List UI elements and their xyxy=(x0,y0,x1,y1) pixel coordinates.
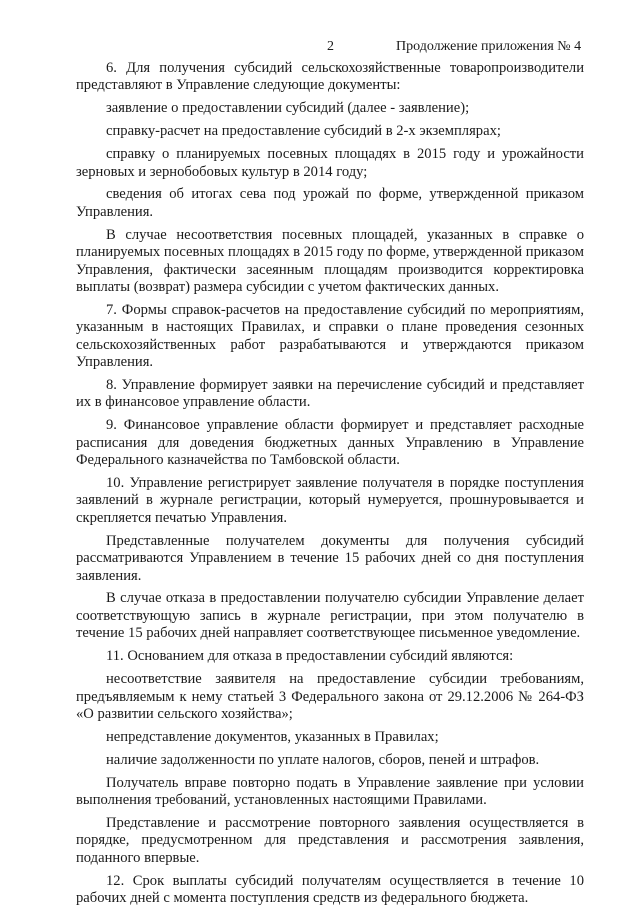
document-paragraph: непредставление документов, указанных в Правилах; xyxy=(106,728,439,745)
document-paragraph: наличие задолженности по уплате налогов, сборов, пеней и штрафов. xyxy=(106,751,540,768)
document-paragraph: заявление о предоставлении субсидий (далее - заявление); xyxy=(106,100,470,117)
document-paragraph: Представленные получателем документы для получения субсидий рассматриваются Управлением в течение 15 рабочих дней со дня поступления заявления. xyxy=(76,532,584,584)
page-header xyxy=(0,39,640,59)
document-paragraph: несоответствие заявителя на предоставление субсидии требованиям, предъявляемым к нему статьей 3 Федерального закона от 29.12.2006 № 264-ФЗ «О развитии сельского хозяйства»; xyxy=(76,671,584,722)
document-paragraph: Представление и рассмотрение повторного заявления осуществляется в порядке, предусмотренном для представления и рассмотрения заявления, поданного впервые. xyxy=(76,814,584,866)
document-paragraph: 8. Управление формирует заявки на перечисление субсидий и представляет их в финансовое управление области. xyxy=(76,377,584,411)
document-paragraph: 12. Срок выплаты субсидий получателям осуществляется в течение 10 рабочих дней с момента поступления средств из федерального бюджета. xyxy=(76,872,584,907)
document-paragraph: сведения об итогах сева под урожай по форме, утвержденной приказом Управления. xyxy=(76,186,584,220)
document-paragraph: В случае несоответствия посевных площадей, указанных в справке о планируемых посевных площадях в 2015 году по форме, утвержденной приказом Управления, фактически засеянным площадям производится корректировка выплаты (возврат) размера субсидии с учетом фактических данных. xyxy=(76,226,584,295)
document-paragraph: 9. Финансовое управление области формирует и представляет расходные расписания для доведения бюджетных данных Управлению в Управление Федерального казначейства по Тамбовской области. xyxy=(76,417,584,469)
page-number: 2 xyxy=(327,39,334,54)
document-paragraph: 6. Для получения субсидий сельскохозяйственные товаропроизводители представляют в Управление следующие документы: xyxy=(76,60,584,94)
document-paragraph: В случае отказа в предоставлении получателю субсидии Управление делает соответствующую запись в журнале регистрации, при этом получателю в течение 15 рабочих дней направляет соответствующее письменное уведомление. xyxy=(76,590,584,642)
document-paragraph: 11. Основанием для отказа в предоставлении субсидий являются: xyxy=(106,648,514,665)
appendix-continuation-title: Продолжение приложения № 4 xyxy=(396,39,582,54)
document-body xyxy=(76,60,584,913)
document-paragraph: 7. Формы справок-расчетов на предоставление субсидий по мероприятиям, указанным в настоящих Правилах, и справки о плане проведения сезонных сельскохозяйственных работ разрабатываются и утверждаются приказом Управления. xyxy=(76,301,584,371)
document-paragraph: Получатель вправе повторно подать в Управление заявление при условии выполнения требований, установленных настоящими Правилами. xyxy=(76,774,584,809)
document-paragraph: справку о планируемых посевных площадях в 2015 году и урожайности зерновых и зернобобовых культур в 2014 году; xyxy=(76,146,584,180)
document-paragraph: справку-расчет на предоставление субсидий в 2-х экземплярах; xyxy=(106,123,501,140)
document-paragraph: 10. Управление регистрирует заявление получателя в порядке поступления заявлений в журнале регистрации, который нумеруется, прошнуровывается и скрепляется печатью Управления. xyxy=(76,475,584,526)
